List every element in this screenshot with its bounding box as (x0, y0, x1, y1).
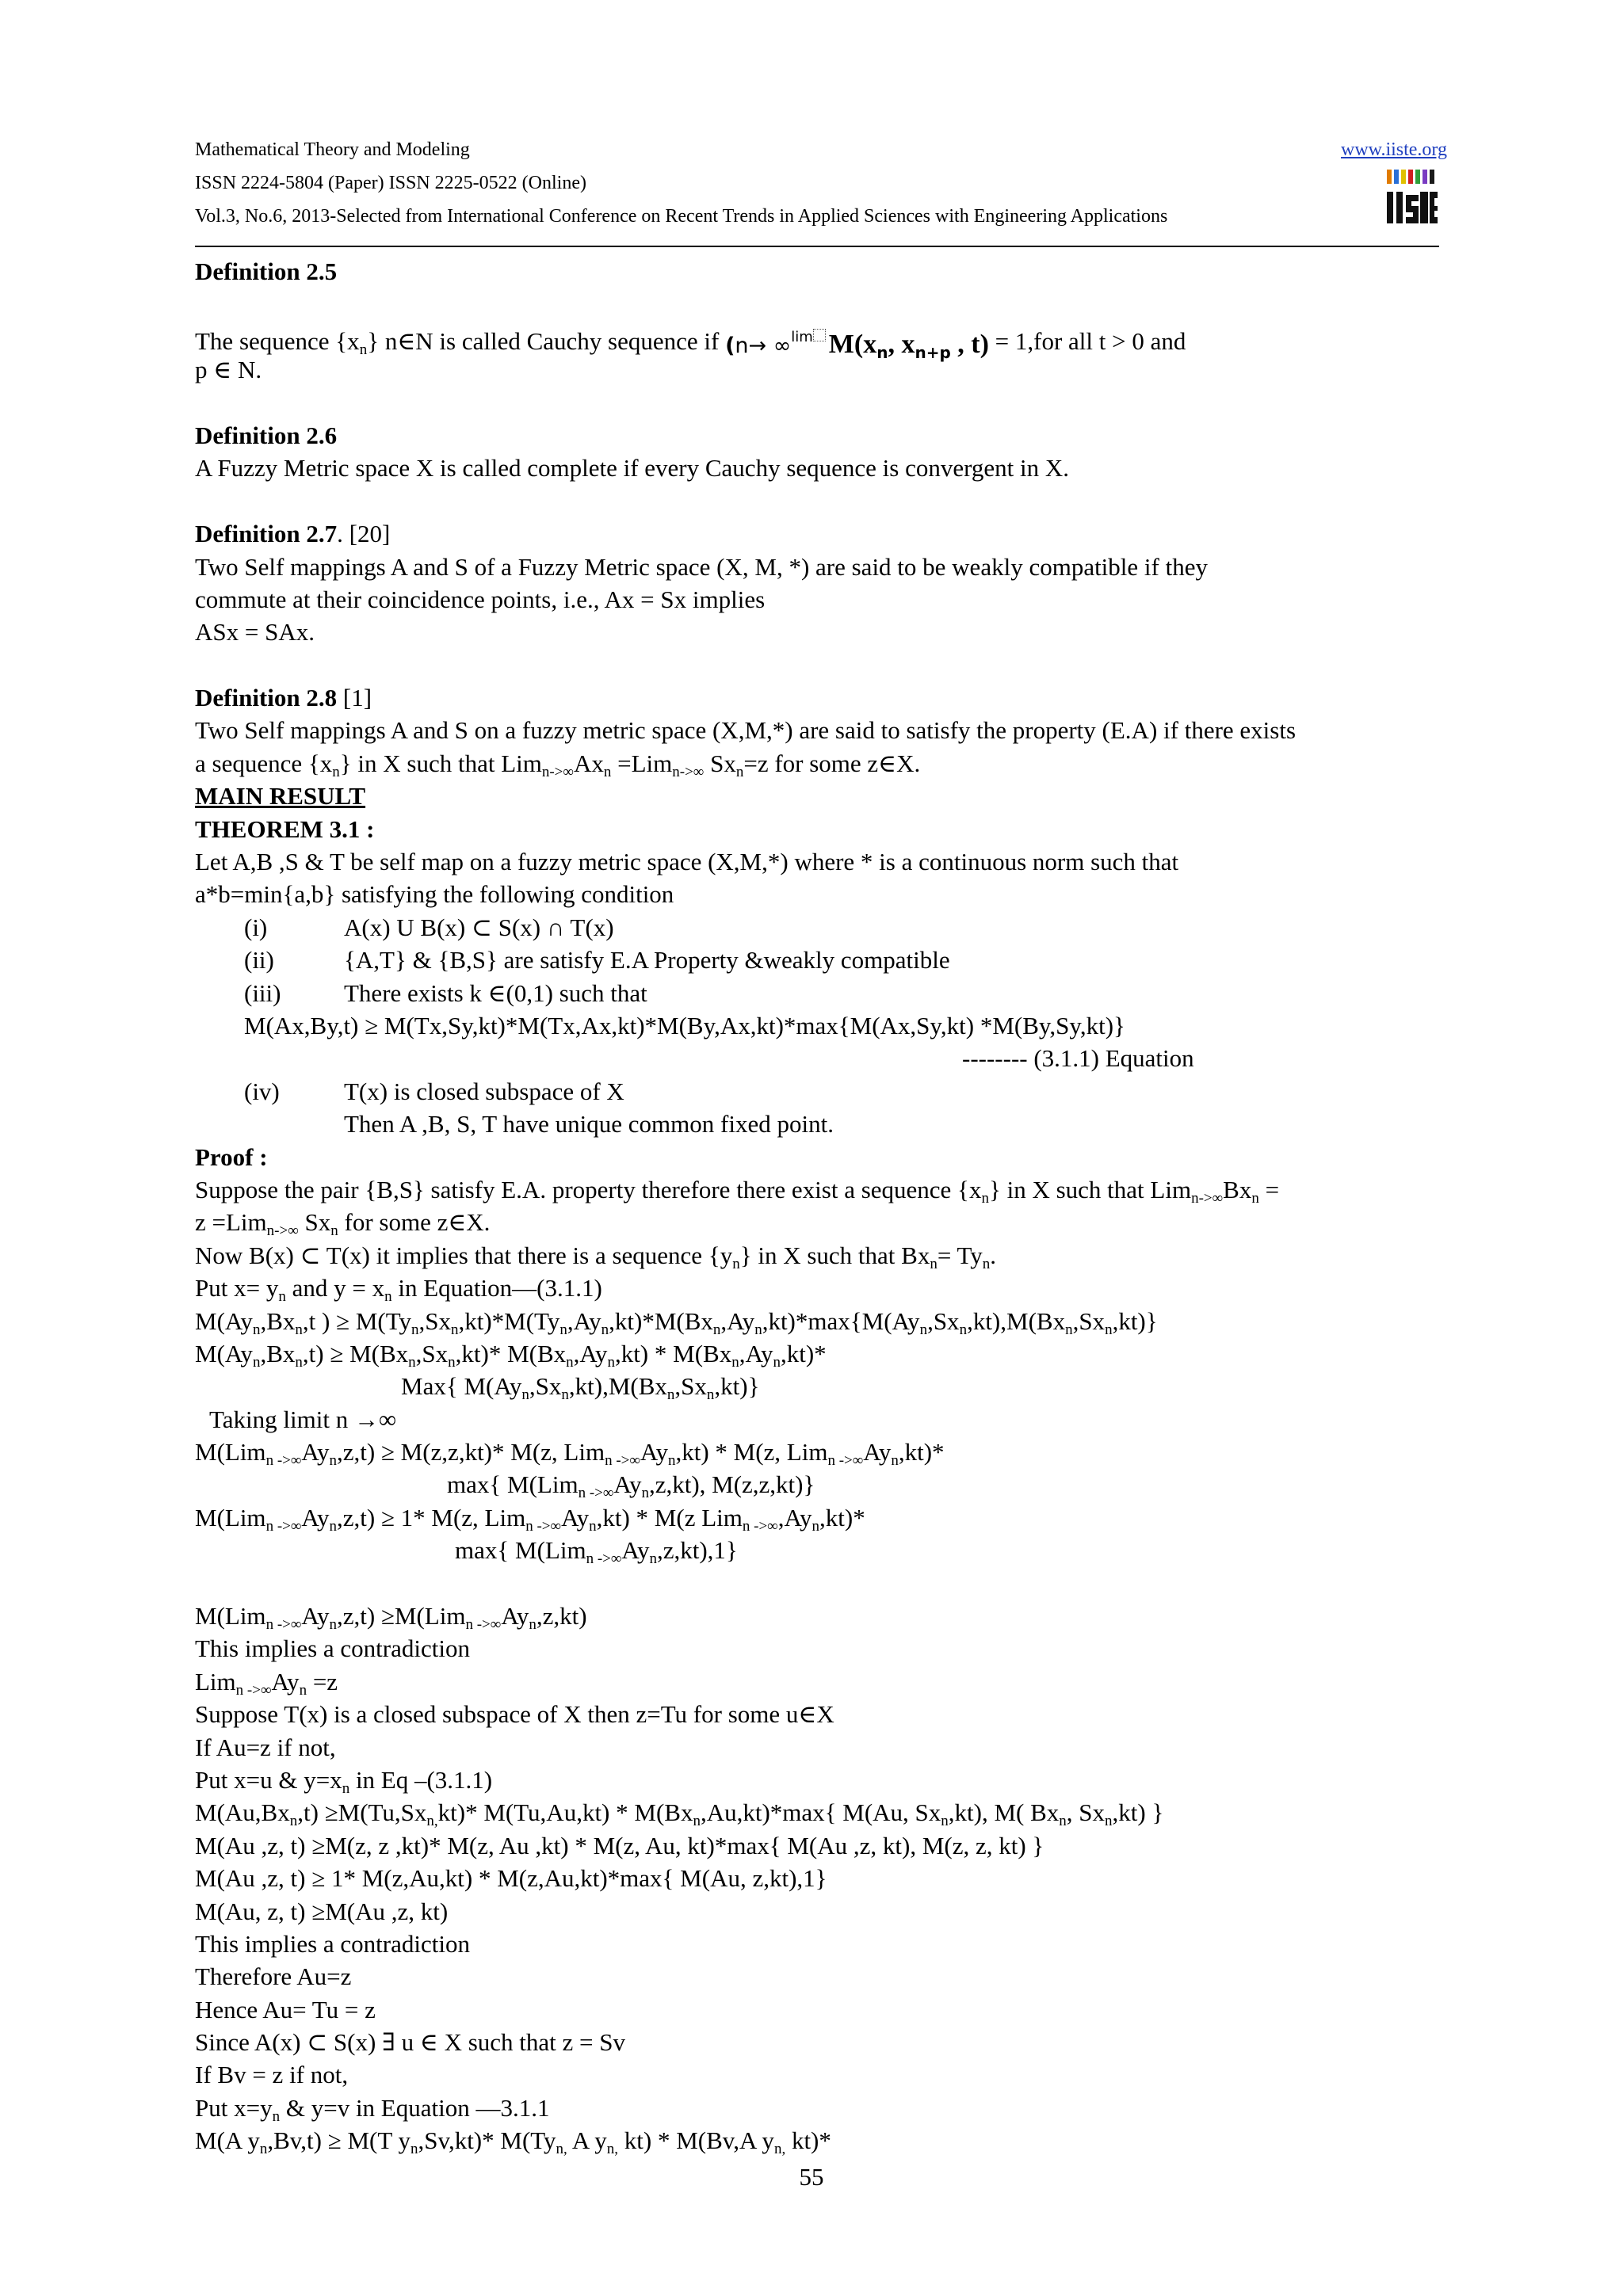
theorem-text: a*b=min{a,b} satisfying the following condition (195, 880, 674, 909)
proof-line: Put $x=y_n$ & y=v in Equation —3.1.1 (195, 2093, 550, 2125)
proof-line: Taking limit n →∞ (209, 1405, 397, 1433)
definition-heading: Definition 2.6 (195, 421, 338, 449)
proof-line: max{ $M(Lim_{n ->\infty}Ay_n,z,kt)$, M(z,z,kt)} (447, 1470, 815, 1502)
proof-line: Put $x= y_n$ and $y = x_n$ in Equation—(3.1.1) (195, 1274, 602, 1306)
page-number: 55 (799, 2163, 824, 2191)
equation-line: M(Ax,By,t) ≥ M(Tx,Sy,kt)*M(Tx,Ax,kt)*M(By,Ax,kt)*max{M(Ax,Sy,kt) *M(By,Sy,kt)} (244, 1011, 1125, 1039)
proof-line: $M(Au,Bx_n,t) \ge M(Tu,Sx_{n,}kt)*$ $M(Tu,Au,kt) * M(Bx_n,Au,kt)*\max${ M(Au, $Sx_n,kt$), M( $Bx_n$, $Sx_n,kt$) } (195, 1798, 1164, 1830)
proof-line: If Au=z if not, (195, 1733, 336, 1761)
section-heading: MAIN RESULT (195, 782, 366, 810)
journal-name: Mathematical Theory and Modeling (195, 139, 470, 160)
proof-line: $Lim_{n ->\infty}Ay_n =z$ (195, 1667, 338, 1699)
proof-line: Suppose T(x) is a closed subspace of X then z=Tu for some u∈X (195, 1700, 834, 1729)
proof-line: Put x=u & $y=x_n$ in Eq –(3.1.1) (195, 1765, 493, 1797)
proof-line: This implies a contradiction (195, 1929, 470, 1958)
condition-item: (iv) T(x) is closed subspace of X (244, 1077, 624, 1105)
proof-line: This implies a contradiction (195, 1634, 470, 1663)
definition-heading: Definition 2.5 (195, 257, 338, 285)
header-divider (195, 246, 1439, 247)
proof-line: z =Lim$_{n->\infty}$ $Sx_n$ for some z∈X. (195, 1208, 491, 1240)
proof-line: Since A(x) ⊂ S(x) ∃ u ∈ X such that z = Sv (195, 2028, 625, 2057)
condition-item: (i) A(x) U B(x) ⊂ S(x) ∩ T(x) (244, 913, 614, 941)
equation-tag: -------- (3.1.1) Equation (962, 1044, 1194, 1073)
proof-line: If Bv = z if not, (195, 2061, 349, 2089)
proof-line: M(A $y_n,Bv,t) \ge M(T$ $y_n,Sv,kt)*$ $M(Ty_{n,}$ A $y_{n,}$ kt) * M(Bv,A $y_{n,}$ kt)* (195, 2126, 831, 2158)
definition-heading: Definition 2.7. [20] (195, 520, 391, 548)
iiste-logo-icon (1385, 168, 1439, 227)
proof-line: $M(Ay_n,Bx_n,t$ ) ≥ $M(Ty_n,Sx_n,kt)*M(Ty_n,Ay_n,kt)*M(Bx_n,Ay_n,kt)*\max\{M(Ay_n,Sx_n,kt),M(Bx_n,Sx_n,kt)\}$ (195, 1306, 1158, 1338)
theorem-text: Let A,B ,S & T be self map on a fuzzy metric space (X,M,*) where * is a continuous norm such that (195, 848, 1179, 876)
volume-line: Vol.3, No.6, 2013-Selected from International Conference on Recent Trends in Applied Sciences with Engineering Applications (195, 206, 1168, 227)
proof-line: Therefore Au=z (195, 1962, 352, 1991)
theorem-heading: THEOREM 3.1 : (195, 814, 375, 843)
definition-text: Two Self mappings A and S on a fuzzy metric space (X,M,*) are said to satisfy the property (E.A) if there exists (195, 716, 1296, 745)
theorem-conclusion: Then A ,B, S, T have unique common fixed point. (344, 1110, 834, 1138)
issn-line: ISSN 2224-5804 (Paper) ISSN 2225-0522 (Online) (195, 173, 586, 193)
proof-line: $M(Ay_n,Bx_n,t) \ge M(Bx_n,Sx_n,kt)*$ $M(Bx_n,Ay_n,kt) * M(Bx_n,Ay_n,kt)*$ (195, 1339, 827, 1371)
proof-line: $M(Lim_{n ->\infty}Ay_n,z,t) \ge M(z,z,kt)*$ M(z, $Lim_{n ->\infty}Ay_n,kt) * M(z$, $Lim_{n ->\infty}Ay_n,kt)*$ (195, 1438, 945, 1470)
definition-text: a sequence $\{x_n\}$ in X such that $Lim_{n->\infty}Ax_n =Lim_{n->\infty}$ $Sx_n=z$ for some z∈X. (195, 749, 921, 780)
proof-line: M(Au ,z, t) ≥ 1* M(z,Au,kt) * M(z,Au,kt)*max{ M(Au, z,kt),1} (195, 1864, 827, 1893)
condition-item: (iii) There exists k ∈(0,1) such that (244, 978, 647, 1007)
condition-item: (ii) {A,T} & {B,S} are satisfy E.A Property &weakly compatible (244, 946, 950, 974)
definition-text: commute at their coincidence points, i.e., Ax = Sx implies (195, 585, 766, 613)
proof-heading: Proof : (195, 1142, 268, 1171)
proof-line: $M(Lim_{n ->\infty}Ay_n,z,t) \ge 1*$ M(z, $Lim_{n ->\infty}Ay_n,kt) * M(z$ $Lim_{n ->\infty},Ay_n,kt)*$ (195, 1503, 865, 1535)
definition-text: Two Self mappings A and S of a Fuzzy Metric space (X, M, *) are said to be weakly compatible if they (195, 552, 1208, 581)
definition-text: p ∈ N. (195, 356, 262, 384)
proof-line: $M(Lim_{n ->\infty}Ay_n,z,t) \ge M(Lim_{n ->\infty}Ay_n,z,kt)$ (195, 1602, 587, 1634)
definition-text: ASx = SAx. (195, 618, 315, 646)
proof-line: Max{ $M(Ay_n,Sx_n,kt),M(Bx_n,Sx_n,kt)$} (401, 1372, 760, 1404)
limit-formula-image: (n→ ∞$^{lim}$ $M(x_n$, $x_{n+p}$ , t) (725, 328, 989, 362)
definition-text: A Fuzzy Metric space X is called complete if every Cauchy sequence is convergent in X. (195, 454, 1069, 482)
proof-line: Hence Au= Tu = z (195, 1995, 376, 2023)
proof-line: Suppose the pair {B,S} satisfy E.A. property therefore there exist a sequence $\{x_n\}$ in X such that $Lim_{n->\infty}Bx_n$ = (195, 1175, 1280, 1207)
proof-line: max{ $M(Lim_{n ->\infty}Ay_n,z,kt),1$} (455, 1536, 738, 1568)
proof-line: Now B(x) ⊂ T(x) it implies that there is a sequence $\{y_n\}$ in X such that $Bx_n= Ty_n$. (195, 1241, 997, 1272)
journal-url-link[interactable]: www.iiste.org (1341, 139, 1447, 160)
proof-line: M(Au, z, t) ≥M(Au ,z, kt) (195, 1897, 449, 1925)
page-body (195, 255, 1447, 2157)
definition-heading: Definition 2.8 [1] (195, 684, 372, 712)
proof-line: M(Au ,z, t) ≥M(z, z ,kt)* M(z, Au ,kt) * M(z, Au, kt)*max{ M(Au ,z, kt), M(z, z, kt) } (195, 1831, 1044, 1859)
definition-text: The sequence $\{x_n\}$ n∈N is called Cauchy sequence if (n→ ∞$^{lim}$ $M(x_n$, $x_{n+p}$ , t) = 1,for all t > 0 and (195, 321, 1447, 353)
